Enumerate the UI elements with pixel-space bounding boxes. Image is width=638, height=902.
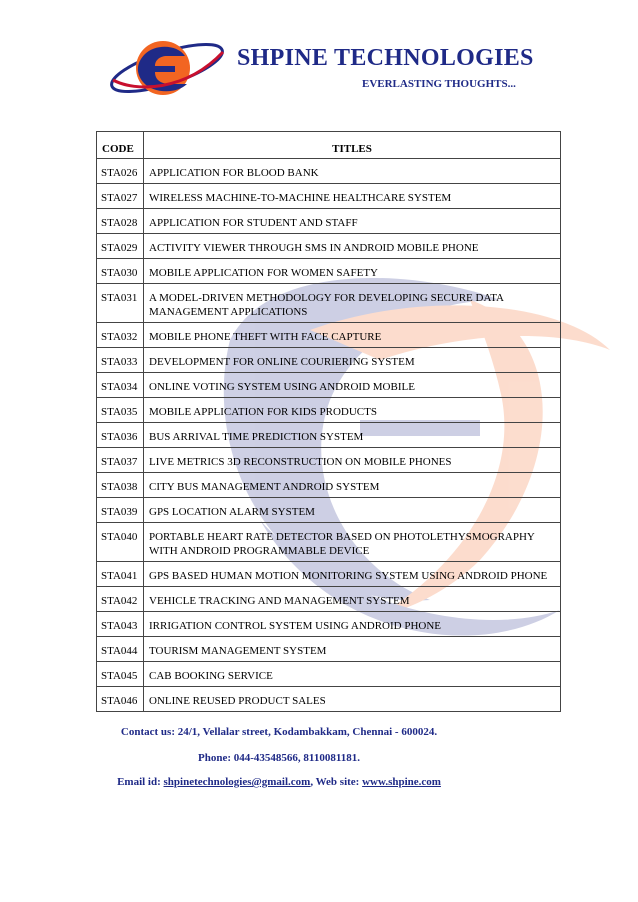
contact-address: Contact us: 24/1, Vellalar street, Kodambakkam, Chennai - 600024. xyxy=(120,726,438,738)
row-code: STA040 xyxy=(97,523,144,562)
row-title: APPLICATION FOR BLOOD BANK xyxy=(144,159,561,184)
table-row xyxy=(97,259,561,284)
table-row xyxy=(97,159,561,184)
project-titles-table xyxy=(96,131,561,712)
row-title: IRRIGATION CONTROL SYSTEM USING ANDROID PHONE xyxy=(144,612,561,637)
row-code: STA042 xyxy=(97,587,144,612)
row-title: GPS LOCATION ALARM SYSTEM xyxy=(144,498,561,523)
table-row xyxy=(97,284,561,323)
row-code: STA043 xyxy=(97,612,144,637)
row-code: STA033 xyxy=(97,348,144,373)
row-title: CITY BUS MANAGEMENT ANDROID SYSTEM xyxy=(144,473,561,498)
email-link[interactable]: shpinetechnologies@gmail.com xyxy=(163,776,311,788)
row-code: STA037 xyxy=(97,448,144,473)
row-title: ONLINE VOTING SYSTEM USING ANDROID MOBILE xyxy=(144,373,561,398)
row-title: MOBILE PHONE THEFT WITH FACE CAPTURE xyxy=(144,323,561,348)
table-row xyxy=(97,423,561,448)
table-row xyxy=(97,398,561,423)
code-column-header: CODE xyxy=(97,132,144,159)
website-label: , Web site: xyxy=(310,776,363,788)
row-code: STA039 xyxy=(97,498,144,523)
row-title: APPLICATION FOR STUDENT AND STAFF xyxy=(144,209,561,234)
contact-phone: Phone: 044-43548566, 8110081181. xyxy=(198,752,360,764)
row-code: STA030 xyxy=(97,259,144,284)
page-header xyxy=(0,0,638,120)
table-row xyxy=(97,523,561,562)
row-title: MOBILE APPLICATION FOR WOMEN SAFETY xyxy=(144,259,561,284)
row-title: GPS BASED HUMAN MOTION MONITORING SYSTEM USING ANDROID PHONE xyxy=(144,562,561,587)
row-title: PORTABLE HEART RATE DETECTOR BASED ON PHOTOLETHYSMOGRAPHY WITH ANDROID PROGRAMMABLE DEVICE xyxy=(144,523,561,562)
row-code: STA026 xyxy=(97,159,144,184)
contact-email-web xyxy=(0,776,598,788)
table-row xyxy=(97,234,561,259)
row-title: VEHICLE TRACKING AND MANAGEMENT SYSTEM xyxy=(144,587,561,612)
company-tagline: EVERLASTING THOUGHTS... xyxy=(362,78,516,90)
titles-column-header: TITLES xyxy=(144,132,561,159)
row-title: TOURISM MANAGEMENT SYSTEM xyxy=(144,637,561,662)
table-row xyxy=(97,612,561,637)
row-code: STA032 xyxy=(97,323,144,348)
table-row xyxy=(97,587,561,612)
row-code: STA031 xyxy=(97,284,144,323)
row-title: MOBILE APPLICATION FOR KIDS PRODUCTS xyxy=(144,398,561,423)
table-row xyxy=(97,562,561,587)
row-title: WIRELESS MACHINE-TO-MACHINE HEALTHCARE SYSTEM xyxy=(144,184,561,209)
table-row xyxy=(97,662,561,687)
row-code: STA045 xyxy=(97,662,144,687)
website-link[interactable]: www.shpine.com xyxy=(362,776,441,788)
row-code: STA044 xyxy=(97,637,144,662)
row-code: STA041 xyxy=(97,562,144,587)
row-title: ACTIVITY VIEWER THROUGH SMS IN ANDROID MOBILE PHONE xyxy=(144,234,561,259)
row-code: STA027 xyxy=(97,184,144,209)
table-row xyxy=(97,687,561,712)
table-row xyxy=(97,323,561,348)
shpine-globe-logo-icon xyxy=(105,30,230,105)
row-code: STA035 xyxy=(97,398,144,423)
row-code: STA036 xyxy=(97,423,144,448)
table-row xyxy=(97,373,561,398)
table-row xyxy=(97,348,561,373)
row-title: ONLINE REUSED PRODUCT SALES xyxy=(144,687,561,712)
table-row xyxy=(97,473,561,498)
row-title: BUS ARRIVAL TIME PREDICTION SYSTEM xyxy=(144,423,561,448)
email-label: Email id: xyxy=(117,776,164,788)
table-row xyxy=(97,637,561,662)
row-code: STA029 xyxy=(97,234,144,259)
row-title: A MODEL-DRIVEN METHODOLOGY FOR DEVELOPING SECURE DATA MANAGEMENT APPLICATIONS xyxy=(144,284,561,323)
row-code: STA028 xyxy=(97,209,144,234)
row-code: STA038 xyxy=(97,473,144,498)
table-row xyxy=(97,448,561,473)
table-row xyxy=(97,184,561,209)
company-name: SHPINE TECHNOLOGIES xyxy=(237,45,534,71)
row-title: LIVE METRICS 3D RECONSTRUCTION ON MOBILE PHONES xyxy=(144,448,561,473)
row-code: STA046 xyxy=(97,687,144,712)
table-header-row xyxy=(97,132,561,159)
row-title: DEVELOPMENT FOR ONLINE COURIERING SYSTEM xyxy=(144,348,561,373)
row-code: STA034 xyxy=(97,373,144,398)
table-row xyxy=(97,209,561,234)
table-row xyxy=(97,498,561,523)
row-title: CAB BOOKING SERVICE xyxy=(144,662,561,687)
